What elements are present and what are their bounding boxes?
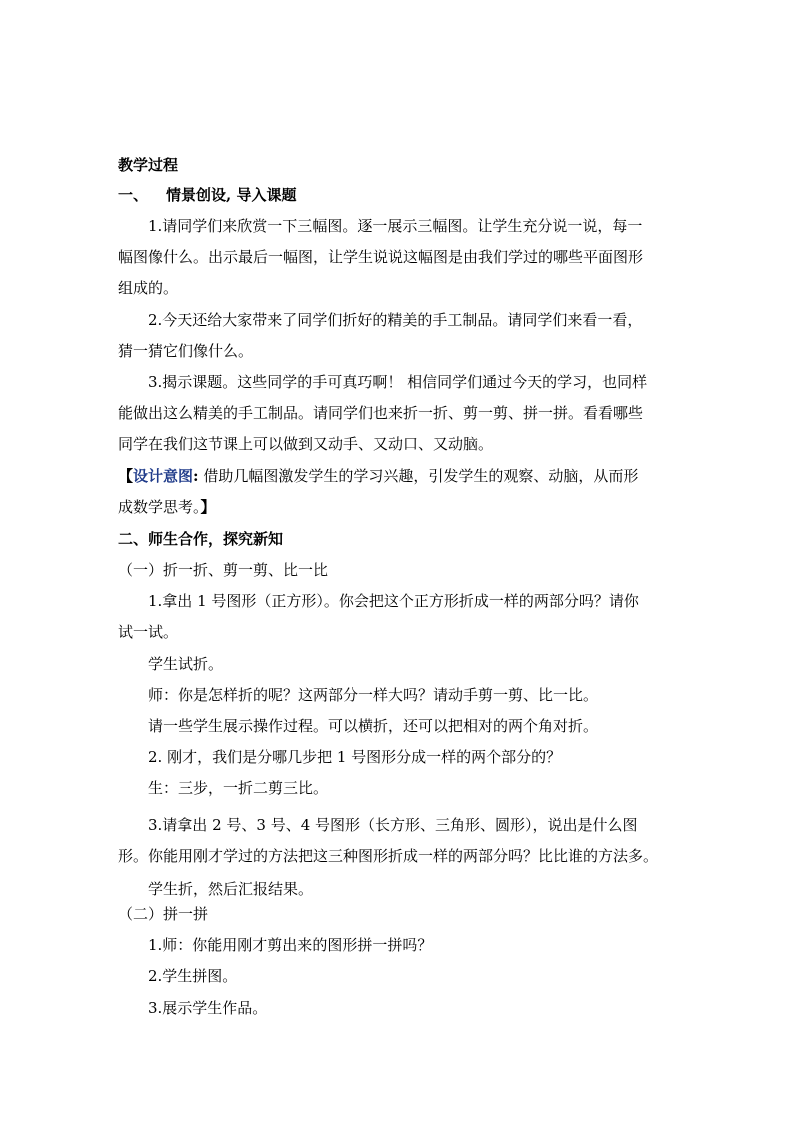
paragraph-line: 猜一猜它们像什么。 (118, 342, 254, 360)
design-intent-close: 】 (200, 498, 216, 516)
design-intent-line-2 (118, 497, 698, 517)
heading: 教学过程 (118, 156, 179, 174)
paragraph-line: 同学在我们这节课上可以做到又动手、又动口、又动脑。 (118, 435, 494, 453)
paragraph-line: 组成的。 (118, 279, 179, 297)
design-intent-line-1 (118, 466, 698, 486)
paragraph-line: 幅图像什么。出示最后一幅图，让学生说说这幅图是由我们学过的哪些平面图形 (118, 248, 644, 266)
section-2-heading: 二、师生合作，探究新知 (118, 530, 284, 548)
design-intent-text: 成数学思考。 (118, 498, 201, 516)
paragraph-line: 2.今天还给大家带来了同学们折好的精美的手工制品。请同学们来看一看， (148, 311, 643, 329)
paragraph-line: 师：你是怎样折的呢？这两部分一样大吗？请动手剪一剪、比一比。 (148, 686, 599, 704)
paragraph-line: 2.学生拼图。 (148, 967, 238, 985)
design-intent-text: 借助几幅图激发学生的学习兴趣，引发学生的观察、动脑，从而形 (198, 467, 639, 485)
section-1-number: 一、 (118, 186, 149, 204)
paragraph-line: 1.请同学们来欣赏一下三幅图。逐一展示三幅图。让学生充分说一说，每一 (148, 217, 643, 235)
paragraph-line: 生：三步，一折二剪三比。 (148, 779, 329, 797)
paragraph-line: 学生折，然后汇报结果。 (148, 880, 314, 898)
paragraph-line: 试一试。 (118, 623, 179, 641)
design-intent-label: 【设计意图: (118, 467, 199, 485)
section-1-title: 情景创设, 导入课题 (166, 186, 297, 204)
paragraph-line: 学生试折。 (148, 655, 224, 673)
subsection-2-heading: （二）拼一拼 (118, 905, 209, 923)
paragraph-line: 请一些学生展示操作过程。可以横折，还可以把相对的两个角对折。 (148, 717, 599, 735)
section-1-heading (118, 185, 698, 205)
subsection-1-heading: （一）折一折、剪一剪、比一比 (118, 561, 329, 579)
paragraph-line: 1.师：你能用刚才剪出来的图形拼一拼吗？ (148, 936, 433, 954)
paragraph-line: 3.展示学生作品。 (148, 999, 268, 1017)
paragraph-line: 2. 刚才，我们是分哪几步把 1 号图形分成一样的两个部分的？ (148, 748, 562, 766)
paragraph-line: 3.请拿出 2 号、3 号、4 号图形（长方形、三角形、圆形），说出是什么图 (148, 816, 638, 834)
paragraph-line: 能做出这么精美的手工制品。请同学们也来折一折、剪一剪、拼一拼。看看哪些 (118, 404, 644, 422)
paragraph-line: 1.拿出 1 号图形（正方形）。你会把这个正方形折成一样的两部分吗？请你 (148, 592, 639, 610)
paragraph-line: 3.揭示课题。这些同学的手可真巧啊！ 相信同学们通过今天的学习，也同样 (148, 373, 648, 391)
paragraph-line: 形。你能用刚才学过的方法把这三种图形折成一样的两部分吗？比比谁的方法多。 (118, 847, 659, 865)
